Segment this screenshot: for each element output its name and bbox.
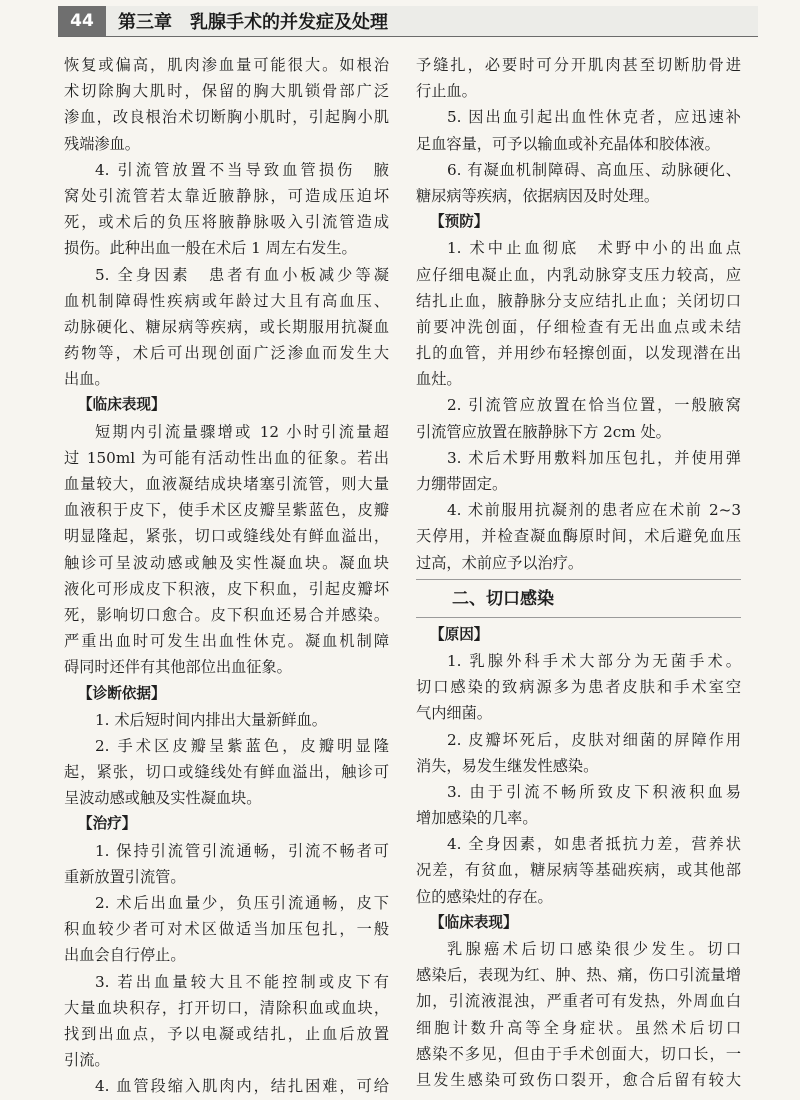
subsection-heading: 【临床表现】 — [430, 913, 518, 931]
text-line: 短期内引流量骤增或 12 小时引流量超 — [95, 422, 389, 441]
text-line: 动脉硬化、糖尿病等疾病，或长期服用抗凝血 — [64, 317, 389, 336]
text-line: 呈波动感或触及实性凝血块。 — [64, 789, 262, 808]
text-line: 感染不多见，但由于手术创面大，切口长，一 — [416, 1044, 741, 1063]
text-line: 前要冲洗创面，仔细检查有无出血点或未结 — [416, 317, 741, 336]
text-line: 严重出血时可发生出血性休克。凝血机制障 — [64, 632, 389, 651]
text-line: 足血容量，可予以输血或补充晶体和胶体液。 — [416, 134, 720, 153]
section-title: 二、切口感染 — [452, 588, 554, 609]
text-line: 液化可形成皮下积液，皮下积血，引起皮瓣坏 — [64, 579, 389, 598]
text-line: 气内细菌。 — [416, 704, 492, 723]
text-line: 血量较大，血液凝结成块堵塞引流管，则大量 — [64, 475, 389, 493]
text-line: 大量血块积存，打开切口，清除积血或血块， — [64, 998, 389, 1017]
text-line: 1. 乳腺外科手术大部分为无菌手术。 — [447, 651, 741, 670]
text-line: 损伤。此种出血一般在术后 1 周左右发生。 — [64, 239, 357, 258]
text-line: 1. 术后短时间内排出大量新鲜血。 — [95, 710, 327, 729]
text-line: 增加感染的几率。 — [416, 809, 538, 828]
text-line: 细胞计数升高等全身症状。虽然术后切口 — [416, 1018, 741, 1037]
subsection-heading: 【治疗】 — [78, 815, 137, 833]
text-line: 碍同时还伴有其他部位出血征象。 — [64, 658, 292, 677]
text-line: 死，影响切口愈合。皮下积血还易合并感染。 — [64, 605, 389, 624]
section-divider — [416, 579, 741, 580]
text-line: 引流管应放置在腋静脉下方 2cm 处。 — [416, 422, 671, 441]
page-number: 44 — [58, 6, 106, 36]
right-column — [416, 52, 741, 1093]
text-line: 4. 全身因素，如患者抵抗力差，营养状 — [447, 835, 741, 854]
text-line: 乳腺癌术后切口感染很少发生。切口 — [447, 940, 741, 958]
text-line: 药物等，术后可出现创面广泛渗血而发生大 — [64, 344, 389, 363]
text-line: 予缝扎，必要时可分开肌肉甚至切断肋骨进 — [416, 56, 741, 74]
text-line: 起，紧张，切口或缝线处有鲜血溢出，触诊可 — [64, 763, 389, 782]
text-line: 1. 术中止血彻底 术野中小的出血点 — [447, 239, 741, 258]
text-line: 切口感染的致病源多为患者皮肤和手术室空 — [416, 678, 741, 697]
text-line: 3. 术后术野用敷料加压包扎，并使用弹 — [447, 448, 741, 467]
text-line: 3. 由于引流不畅所致皮下积液积血易 — [447, 782, 741, 801]
subsection-heading: 【预防】 — [430, 213, 489, 231]
text-line: 感染后，表现为红、肿、热、痛，伤口引流量增 — [416, 966, 741, 985]
text-line: 2. 手术区皮瓣呈紫蓝色，皮瓣明显隆 — [95, 736, 389, 755]
text-line: 糖尿病等疾病，依据病因及时处理。 — [416, 186, 659, 205]
subsection-heading: 【诊断依据】 — [78, 684, 166, 702]
text-line: 扎的血管，并用纱布轻擦创面，以发现潜在出 — [416, 344, 741, 363]
text-line: 加，引流液混浊，严重者可有发热，外周血白 — [416, 992, 741, 1011]
subsection-heading: 【临床表现】 — [78, 396, 166, 414]
text-line: 术切除胸大肌时，保留的胸大肌锁骨部广泛 — [64, 82, 389, 101]
text-line: 2. 引流管应放置在恰当位置，一般腋窝 — [447, 396, 741, 415]
text-line: 力绷带固定。 — [416, 475, 508, 493]
subsection-heading: 【原因】 — [430, 625, 489, 643]
text-line: 2. 皮瓣坏死后，皮肤对细菌的屏障作用 — [447, 730, 741, 749]
text-line: 血灶。 — [416, 370, 462, 389]
text-line: 过 150ml 为可能有活动性出血的征象。若出 — [64, 448, 389, 467]
text-line: 恢复或偏高，肌肉渗血量可能很大。如根治 — [64, 56, 389, 74]
text-line: 出血会自行停止。 — [64, 946, 186, 965]
page-header — [58, 6, 758, 37]
text-line: 5. 因出血引起出血性休克者，应迅速补 — [447, 108, 741, 127]
left-column — [64, 52, 389, 1100]
section-divider — [416, 617, 741, 618]
text-line: 旦发生感染可致伤口裂开，愈合后留有较大 — [416, 1070, 741, 1089]
text-line: 1. 保持引流管引流通畅，引流不畅者可 — [95, 841, 389, 860]
text-line: 4. 血管段缩入肌肉内，结扎困难，可给 — [95, 1077, 389, 1096]
text-line: 3. 若出血量较大且不能控制或皮下有 — [95, 972, 389, 991]
text-line: 死，或术后的负压将腋静脉吸入引流管造成 — [64, 213, 389, 232]
text-line: 血机制障碍性疾病或年龄过大且有高血压、 — [64, 291, 389, 310]
text-line: 血液积于皮下，使手术区皮瓣呈紫蓝色，皮瓣 — [64, 501, 389, 520]
text-line: 引流。 — [64, 1051, 110, 1070]
text-line: 找到出血点，予以电凝或结扎，止血后放置 — [64, 1024, 389, 1043]
text-line: 残端渗血。 — [64, 134, 140, 153]
text-line: 位的感染灶的存在。 — [416, 887, 553, 906]
chapter-title: 第三章 乳腺手术的并发症及处理 — [118, 12, 388, 33]
text-line: 6. 有凝血机制障碍、高血压、动脉硬化、 — [447, 160, 741, 179]
text-line: 触诊可呈波动感或触及实性凝血块。凝血块 — [64, 553, 389, 572]
text-line: 2. 术后出血量少，负压引流通畅，皮下 — [95, 894, 389, 912]
text-line: 4. 引流管放置不当导致血管损伤 腋 — [95, 160, 389, 179]
text-line: 明显隆起，紧张，切口或缝线处有鲜血溢出， — [64, 527, 389, 546]
text-line: 消失，易发生继发性感染。 — [416, 756, 599, 775]
text-line: 窝处引流管若太靠近腋静脉，可造成压迫坏 — [64, 186, 389, 205]
text-line: 应仔细电凝止血，内乳动脉穿支压力较高，应 — [416, 265, 741, 284]
text-line: 5. 全身因素 患者有血小板减少等凝 — [95, 265, 389, 284]
text-line: 行止血。 — [416, 82, 477, 101]
text-line: 4. 术前服用抗凝剂的患者应在术前 2~3 — [447, 501, 741, 520]
text-line: 出血。 — [64, 370, 110, 389]
text-line: 天停用，并检查凝血酶原时间，术后避免血压 — [416, 527, 741, 546]
text-line: 过高，术前应予以治疗。 — [416, 553, 584, 572]
text-line: 重新放置引流管。 — [64, 867, 186, 886]
text-line: 结扎止血，腋静脉分支应结扎止血；关闭切口 — [416, 291, 741, 310]
text-line: 渗血，改良根治术切断胸小肌时，引起胸小肌 — [64, 108, 389, 127]
text-line: 况差，有贫血，糖尿病等基础疾病，或其他部 — [416, 861, 741, 880]
text-line: 积血较少者可对术区做适当加压包扎，一般 — [64, 920, 389, 939]
